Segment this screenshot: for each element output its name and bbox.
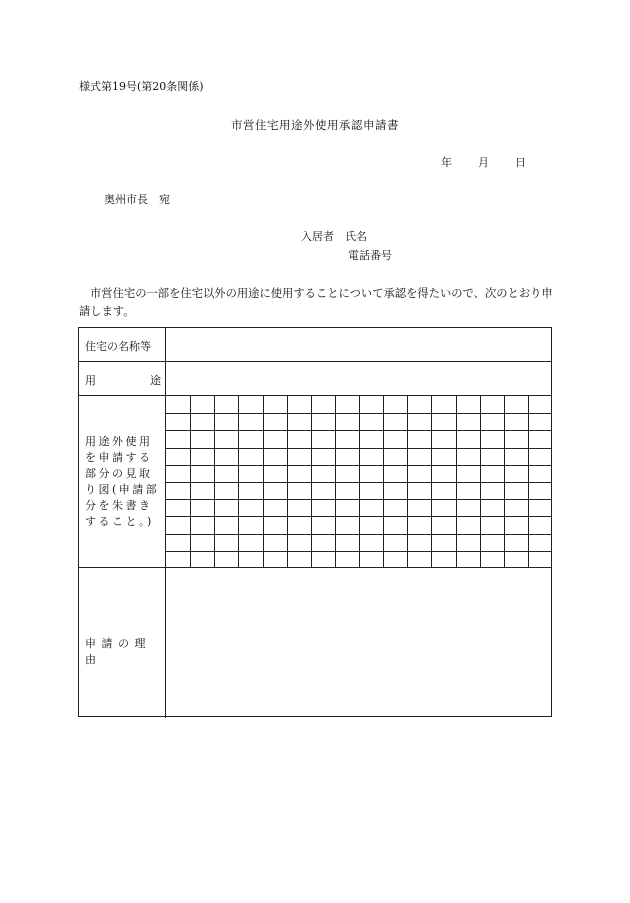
row-reason: [79, 568, 551, 718]
phone-label: 電話番号: [348, 249, 392, 262]
row-sketch: [79, 396, 551, 568]
sketch-grid[interactable]: [166, 396, 552, 568]
use-label: [85, 372, 161, 388]
housing-name-label: 住宅の名称等: [85, 340, 151, 353]
sketch-label-cell: [79, 396, 166, 567]
sketch-grid-area[interactable]: [166, 396, 551, 567]
application-table: [78, 327, 552, 717]
reason-label: 申 請 の 理 由: [85, 637, 147, 666]
date-day: 日: [515, 156, 526, 169]
reason-field[interactable]: [166, 568, 551, 718]
reason-label-cell: [79, 568, 166, 718]
intro-text: 市営住宅の一部を住宅以外の用途に使用することについて承認を得たいので、次のとおり申請します。: [79, 287, 553, 318]
use-label-1: 用: [85, 374, 96, 387]
date-month: 月: [478, 156, 489, 169]
applicant-name-label: 入居者 氏名: [301, 230, 367, 243]
sketch-label: 用途外使用を申請する部分の見取り図(申請部分を朱書きすること。): [85, 435, 160, 528]
housing-name-label-cell: [79, 328, 166, 361]
use-label-2: 途: [150, 374, 161, 387]
use-field[interactable]: [166, 362, 551, 395]
row-housing-name: [79, 328, 551, 362]
form-number: 様式第19号(第20条関係): [79, 80, 204, 93]
document-title: 市営住宅用途外使用承認申請書: [231, 118, 399, 132]
row-use: [79, 362, 551, 396]
housing-name-field[interactable]: [166, 328, 551, 361]
use-label-cell: [79, 362, 166, 395]
date-line: [441, 156, 526, 170]
date-year: 年: [441, 156, 452, 169]
addressee: 奥州市長 宛: [104, 193, 170, 206]
